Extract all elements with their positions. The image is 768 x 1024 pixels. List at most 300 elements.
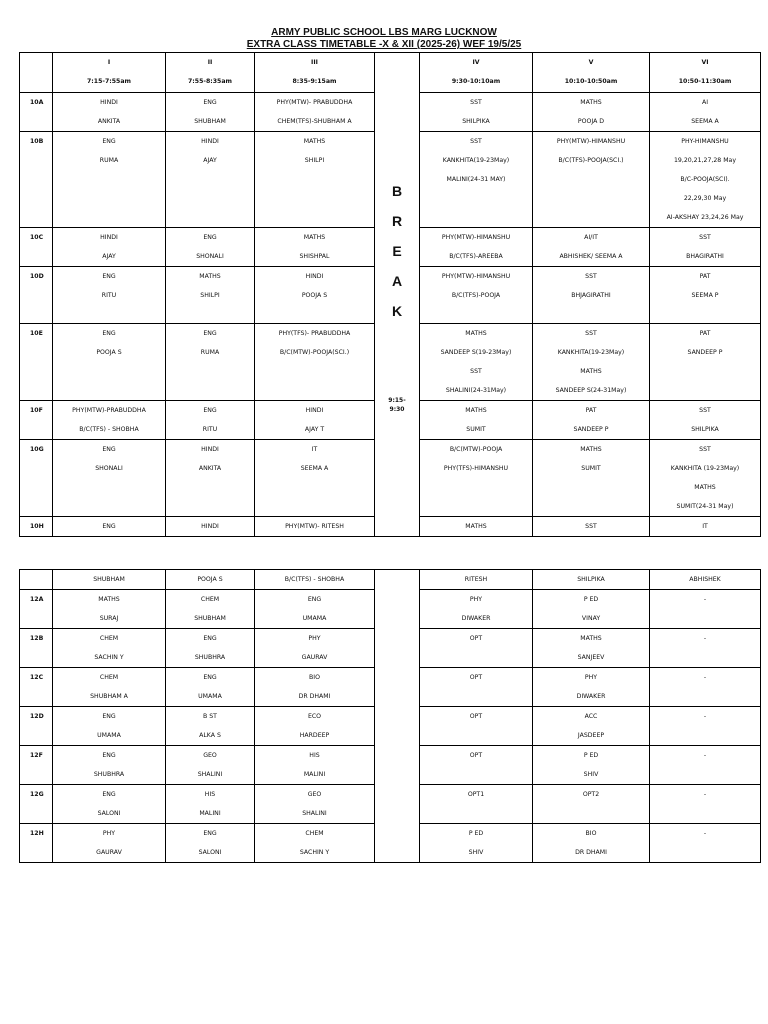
cell-line: SALONI (97, 810, 121, 817)
cell-line: SST (470, 138, 482, 145)
class-cell (20, 440, 53, 517)
cell-line: SHUBHAM (194, 615, 226, 622)
cell-line: MATHS (303, 234, 326, 241)
period-cell (53, 746, 166, 785)
cell-line: SHALINI (302, 810, 327, 817)
cell-line: HIS (309, 752, 320, 759)
cell-line: ENG (102, 523, 116, 530)
cell-line: RITU (101, 292, 117, 299)
cell-line: CHEM (305, 830, 324, 837)
cell-line: JASDEEP (577, 732, 605, 739)
cell-line: ENG (203, 234, 217, 241)
cell-line: PHY (469, 596, 483, 603)
cell-line: P ED (468, 830, 484, 837)
period-cell (255, 590, 375, 629)
cell-line: B/C(TFS)-POOJA(SCI.) (558, 157, 624, 164)
cell-line: B ST (203, 713, 217, 720)
cell-line: ENG (102, 713, 116, 720)
cell-line: CHEM (99, 635, 119, 642)
class-cell (20, 324, 53, 401)
period-cell (53, 824, 166, 863)
cell-line: BIO (585, 830, 597, 837)
period-cell (255, 267, 375, 324)
cell-line: SANDEEP S(19-23May) (440, 349, 512, 356)
cell-line: SEEMA A (691, 118, 719, 125)
teacher-header-cell (420, 570, 533, 590)
class-label: 12D (30, 713, 44, 720)
period-cell (650, 785, 761, 824)
cell-line: AI (701, 99, 709, 106)
period-cell (650, 629, 761, 668)
period-cell (533, 746, 650, 785)
cell-line: SHALINI (197, 771, 223, 778)
teacher-header-row (20, 570, 761, 590)
cell-line: SHONALI (95, 465, 123, 472)
period-cell (420, 132, 533, 228)
cell-line: GEO (307, 791, 322, 798)
break-time-end: 9:30 (389, 405, 405, 413)
period-number: VI (701, 59, 709, 66)
cell-line: B/C(MTW)-POOJA(SCI.) (279, 349, 350, 356)
period-cell (533, 132, 650, 228)
cell-line: HINDI (305, 407, 324, 414)
cell-line: MALINI(24-31 MAY) (446, 176, 506, 183)
class-cell (20, 93, 53, 132)
teacher-header-cell (53, 570, 166, 590)
cell-line: PAT (699, 330, 711, 337)
cell-line: RUMA (99, 157, 119, 164)
cell-line: IT (702, 523, 708, 530)
class-cell (20, 132, 53, 228)
period-cell (420, 785, 533, 824)
cell-line: AI-AKSHAY 23,24,26 May (666, 214, 744, 221)
period-cell (53, 93, 166, 132)
period-header-cell (166, 53, 255, 93)
period-cell (53, 590, 166, 629)
cell-line: POOJA D (577, 118, 605, 125)
cell-line: VINAY (581, 615, 601, 622)
cell-line: ABHISHEK/ SEEMA A (559, 253, 623, 260)
cell-line: SHONALI (196, 253, 224, 260)
cell-line: SST (585, 273, 597, 280)
break-letter: A (391, 272, 403, 289)
cell-line: - (703, 596, 707, 603)
period-cell (650, 517, 761, 537)
cell-line: ANKITA (97, 118, 121, 125)
cell-line: UMAMA (302, 615, 327, 622)
cell-line: ENG (102, 791, 116, 798)
period-number: II (207, 59, 213, 66)
cell-line: CHEM(TFS)-SHUBHAM A (277, 118, 352, 125)
period-cell (420, 401, 533, 440)
period-cell (255, 440, 375, 517)
class-label: 10C (30, 234, 44, 241)
cell-line: RUMA (200, 349, 220, 356)
period-cell (255, 746, 375, 785)
cell-line: - (703, 752, 707, 759)
cell-line: P ED (583, 596, 599, 603)
break-letter: K (391, 302, 403, 319)
cell-line: OPT (469, 674, 483, 681)
class-label: 12C (30, 674, 44, 681)
cell-line: HINDI (305, 273, 324, 280)
cell-line: - (703, 791, 707, 798)
cell-line: HIS (204, 791, 216, 798)
break-letter: E (392, 242, 402, 259)
period-cell (166, 707, 255, 746)
cell-line: MATHS (580, 99, 602, 106)
cell-line: CHEM (200, 596, 220, 603)
cell-line: CHEM (99, 674, 119, 681)
period-number: III (311, 59, 318, 66)
cell-line: SHUBHAM (194, 118, 226, 125)
period-cell (166, 401, 255, 440)
class-label: 10A (30, 99, 44, 106)
cell-line: SHISHPAL (299, 253, 330, 260)
period-cell (166, 517, 255, 537)
cell-line: SST (585, 523, 597, 530)
cell-line: ENG (203, 407, 217, 414)
break-time (388, 396, 405, 414)
cell-line: PAT (699, 273, 711, 280)
period-cell (53, 440, 166, 517)
cell-line: SST (699, 407, 711, 414)
cell-line: ENG (203, 99, 217, 106)
cell-line: B/C(TFS) - SHOBHA (79, 426, 139, 433)
period-number: IV (472, 59, 480, 66)
period-cell (255, 324, 375, 401)
period-cell (420, 228, 533, 267)
class-cell (20, 267, 53, 324)
cell-line: ACC (584, 713, 598, 720)
period-cell (650, 93, 761, 132)
period-time: 9:30-10:10am (451, 78, 501, 85)
cell-line: BHJAGIRATHI (571, 292, 611, 299)
cell-line: UMAMA (97, 732, 121, 739)
cell-line: PHY(MTW)- PRABUDDHA (276, 99, 353, 106)
cell-line: OPT1 (467, 791, 485, 798)
class-cell (20, 707, 53, 746)
period-cell (166, 132, 255, 228)
period-cell (166, 824, 255, 863)
period-cell (255, 132, 375, 228)
teacher-name: B/C(TFS) - SHOBHA (284, 576, 345, 583)
period-cell (650, 324, 761, 401)
class-label: 10D (30, 273, 44, 280)
period-time: 8:35-9:15am (292, 78, 337, 85)
cell-line: DR DHAMI (298, 693, 331, 700)
cell-line: ENG (203, 635, 217, 642)
cell-line: OPT (469, 713, 483, 720)
period-cell (255, 629, 375, 668)
cell-line: - (703, 635, 707, 642)
cell-line: MATHS (98, 596, 120, 603)
period-cell (166, 668, 255, 707)
timetable-title: EXTRA CLASS TIMETABLE -X & XII (2025-26) WEF 19/5/25 (246, 39, 522, 50)
period-cell (53, 132, 166, 228)
period-cell (255, 785, 375, 824)
period-cell (650, 132, 761, 228)
cell-line: PHY(TFS)-HIMANSHU (443, 465, 509, 472)
period-cell (533, 228, 650, 267)
cell-line: SALONI (198, 849, 222, 856)
cell-line: PAT (585, 407, 597, 414)
period-cell (166, 629, 255, 668)
period-header-cell (53, 53, 166, 93)
period-cell (533, 707, 650, 746)
cell-line: - (703, 674, 707, 681)
cell-line: SHILPIKA (691, 426, 719, 433)
cell-line: B/C(MTW)-POOJA (449, 446, 503, 453)
period-cell (533, 629, 650, 668)
cell-line: B/C(TFS)-AREEBA (449, 253, 503, 260)
period-cell (650, 440, 761, 517)
period-cell (420, 324, 533, 401)
cell-line: SHUBHRA (194, 654, 226, 661)
class-label: 10H (30, 523, 44, 530)
cell-line: SANDEEP P (687, 349, 723, 356)
cell-line: 19,20,21,27,28 May (674, 157, 736, 164)
period-header-cell (650, 53, 761, 93)
cell-line: HINDI (201, 138, 219, 145)
period-cell (53, 324, 166, 401)
teacher-header-cell (166, 570, 255, 590)
period-cell (53, 401, 166, 440)
period-cell (533, 401, 650, 440)
cell-line: SEEMA P (691, 292, 719, 299)
period-cell (255, 668, 375, 707)
cell-line: KANKHITA(19-23May) (442, 157, 510, 164)
break-letter: R (391, 212, 403, 229)
cell-line: PHY (584, 674, 598, 681)
cell-line: SANDEEP S(24-31May) (555, 387, 627, 394)
class-label: 12A (30, 596, 44, 603)
teacher-header-cell (533, 570, 650, 590)
cell-line: SST (470, 368, 482, 375)
cell-line: HINDI (201, 446, 219, 453)
break-letter: B (391, 182, 403, 199)
class-x-timetable (19, 52, 761, 537)
cell-line: BIO (309, 674, 320, 681)
class-label: 12F (30, 752, 43, 759)
period-cell (166, 746, 255, 785)
cell-line: 22,29,30 May (683, 195, 727, 202)
break-label (375, 176, 419, 414)
cell-line: UMAMA (198, 693, 222, 700)
cell-line: SURAJ (99, 615, 119, 622)
period-cell (650, 707, 761, 746)
period-cell (650, 824, 761, 863)
period-cell (420, 440, 533, 517)
period-cell (53, 629, 166, 668)
cell-line: HINDI (100, 99, 118, 106)
period-cell (255, 228, 375, 267)
period-time: 10:10-10:50am (564, 78, 618, 85)
cell-line: HINDI (201, 523, 219, 530)
cell-line: SHIV (468, 849, 484, 856)
period-cell (533, 590, 650, 629)
cell-line: SHILPIKA (462, 118, 490, 125)
cell-line: MATHS (580, 368, 602, 375)
teacher-name: SHUBHAM (93, 576, 125, 583)
break-column (375, 53, 420, 537)
cell-line: SST (699, 234, 711, 241)
cell-line: ENG (203, 830, 217, 837)
class-label: 10B (30, 138, 44, 145)
period-cell (53, 228, 166, 267)
cell-line: SANDEEP P (573, 426, 609, 433)
class-cell (20, 824, 53, 863)
cell-line: SACHIN Y (94, 654, 124, 661)
cell-line: ENG (102, 752, 116, 759)
period-cell (533, 668, 650, 707)
teacher-name: ABHISHEK (689, 576, 721, 583)
period-header-cell (533, 53, 650, 93)
cell-line: PHY(MTW)-PRABUDDHA (72, 407, 146, 414)
cell-line: HINDI (100, 234, 118, 241)
class-cell (20, 746, 53, 785)
period-cell (166, 440, 255, 517)
class-cell (20, 517, 53, 537)
cell-line: ENG (307, 596, 322, 603)
period-cell (420, 707, 533, 746)
cell-line: SACHIN Y (299, 849, 330, 856)
cell-line: MATHS (580, 635, 602, 642)
period-cell (53, 267, 166, 324)
cell-line: IT (311, 446, 318, 453)
teacher-header-cell (255, 570, 375, 590)
cell-line: SUMIT (581, 465, 601, 472)
cell-line: OPT (469, 752, 483, 759)
cell-line: SUMIT(24-31 May) (676, 503, 734, 510)
cell-line: ENG (102, 446, 116, 453)
cell-line: SHILPI (304, 157, 325, 164)
cell-line: PHY(TFS)- PRABUDDHA (278, 330, 351, 337)
break-time-start: 9:15- (388, 396, 406, 404)
cell-line: KANKHITA(19-23May) (557, 349, 625, 356)
cell-line: OPT2 (582, 791, 600, 798)
period-cell (166, 93, 255, 132)
cell-line: ALKA S (199, 732, 221, 739)
cell-line: SST (470, 99, 482, 106)
cell-line: SHIV (583, 771, 599, 778)
period-cell (255, 824, 375, 863)
cell-line: B/C-POOJA(SCI). (680, 176, 730, 183)
cell-line: DIWAKER (461, 615, 491, 622)
period-cell (650, 228, 761, 267)
period-cell (255, 517, 375, 537)
cell-line: OPT (469, 635, 483, 642)
period-cell (650, 590, 761, 629)
cell-line: SANJEEV (577, 654, 605, 661)
period-cell (166, 324, 255, 401)
period-cell (420, 93, 533, 132)
cell-line: PHY(MTW)- RITESH (285, 523, 344, 530)
cell-line: ANKITA (198, 465, 222, 472)
cell-line: PHY(MTW)-HIMANSHU (441, 234, 511, 241)
period-cell (53, 707, 166, 746)
period-cell (533, 824, 650, 863)
cell-line: AJAY (102, 253, 116, 260)
period-cell (53, 785, 166, 824)
period-cell (650, 267, 761, 324)
period-time: 10:50-11:30am (678, 78, 732, 85)
cell-line: ENG (102, 138, 116, 145)
class-cell (20, 228, 53, 267)
period-cell (166, 590, 255, 629)
class-cell (20, 590, 53, 629)
cell-line: SEEMA A (300, 465, 329, 472)
period-time: 7:15-7:55am (87, 78, 131, 85)
cell-line: ENG (203, 674, 217, 681)
period-cell (420, 629, 533, 668)
period-number: V (588, 59, 594, 66)
class-label: 12B (30, 635, 44, 642)
cell-line: - (703, 830, 707, 837)
cell-line: AI/IT (584, 234, 598, 241)
period-cell (650, 401, 761, 440)
period-cell (533, 93, 650, 132)
cell-line: SHALINI(24-31May) (445, 387, 507, 394)
period-cell (166, 785, 255, 824)
cell-line: GAURAV (301, 654, 328, 661)
cell-line: SHUBHAM A (90, 693, 128, 700)
period-cell (255, 707, 375, 746)
class-label: 10E (30, 330, 43, 337)
cell-line: KANKHITA (19-23May) (670, 465, 740, 472)
period-cell (533, 267, 650, 324)
period-cell (533, 517, 650, 537)
cell-line: - (703, 713, 707, 720)
class-label: 12G (30, 791, 44, 798)
cell-line: PHY(MTW)-HIMANSHU (556, 138, 626, 145)
period-cell (420, 267, 533, 324)
cell-line: PHY-HIMANSHU (681, 138, 729, 145)
cell-line: POOJA S (96, 349, 122, 356)
cell-line: HARDEEP (299, 732, 330, 739)
class-label: 12H (30, 830, 44, 837)
cell-line: SST (585, 330, 597, 337)
period-cell (533, 324, 650, 401)
cell-line: PHY (308, 635, 321, 642)
cell-line: MATHS (303, 138, 326, 145)
cell-line: MATHS (580, 446, 602, 453)
cell-line: MATHS (465, 407, 487, 414)
header-corner-cell (20, 53, 53, 93)
period-number: I (107, 59, 111, 66)
teacher-name: POOJA S (197, 576, 223, 583)
cell-line: PHY (102, 830, 116, 837)
teacher-name: RITESH (464, 576, 488, 583)
cell-line: AJAY (203, 157, 217, 164)
period-cell (255, 401, 375, 440)
period-header-cell (255, 53, 375, 93)
school-title: ARMY PUBLIC SCHOOL LBS MARG LUCKNOW (271, 27, 497, 38)
period-cell (420, 746, 533, 785)
cell-line: POOJA S (301, 292, 328, 299)
period-cell (255, 93, 375, 132)
cell-line: MATHS (465, 523, 487, 530)
period-cell (420, 517, 533, 537)
class-cell (20, 668, 53, 707)
period-cell (533, 440, 650, 517)
cell-line: MATHS (465, 330, 487, 337)
cell-line: RITU (202, 426, 218, 433)
period-header-cell (420, 53, 533, 93)
period-cell (650, 668, 761, 707)
cell-line: BHAGIRATHI (686, 253, 724, 260)
class-label: 10F (30, 407, 43, 414)
